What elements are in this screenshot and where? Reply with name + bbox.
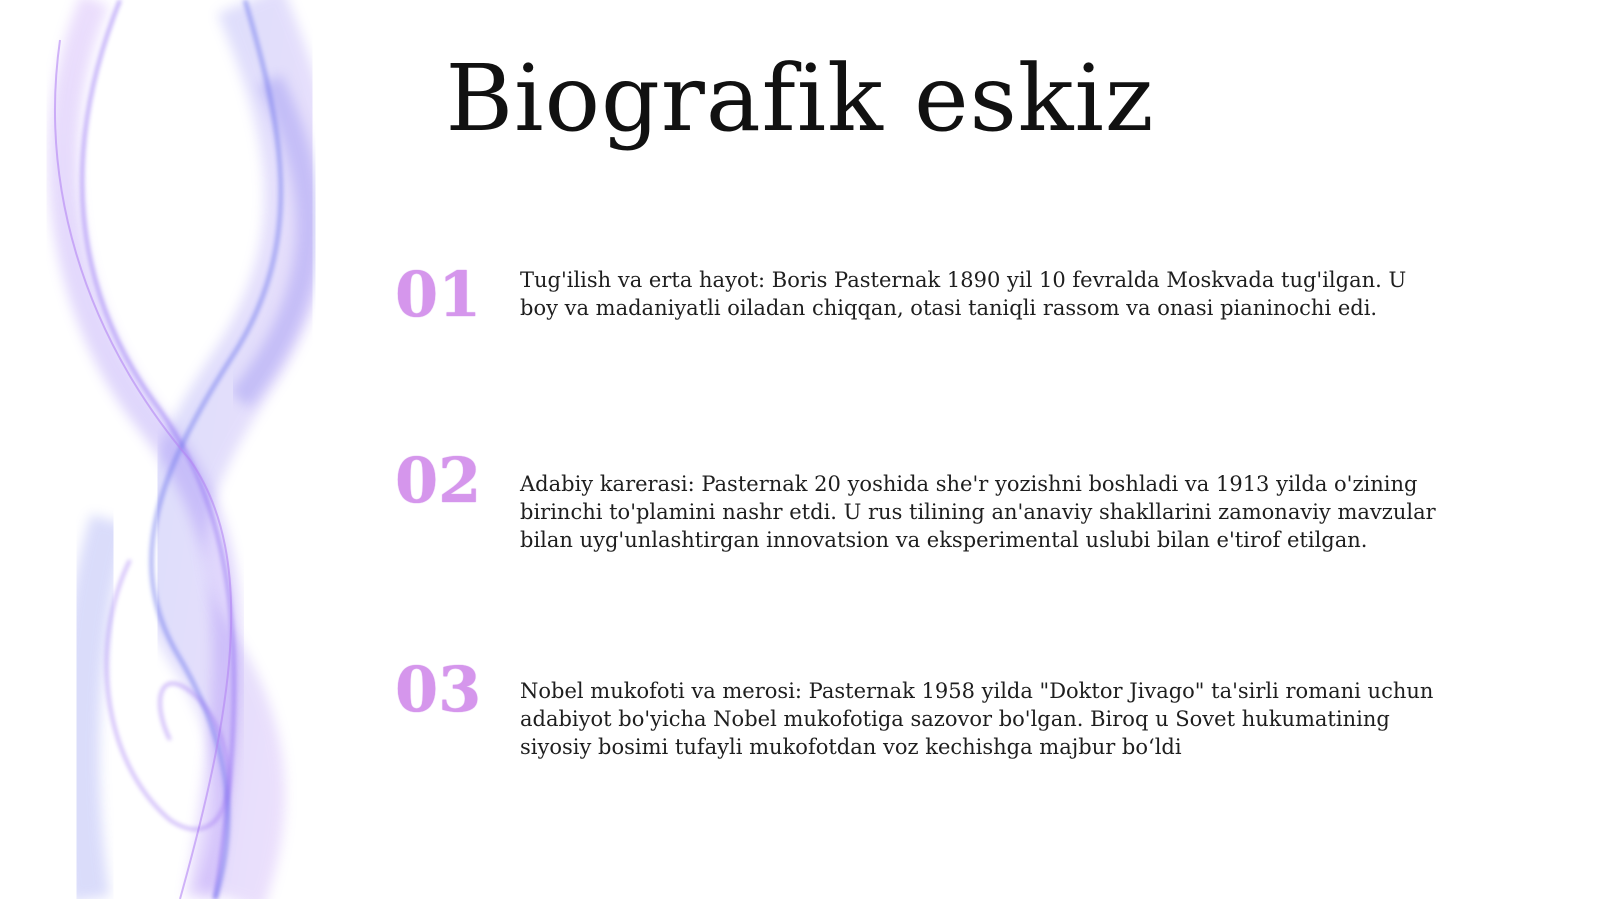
item-text: Adabiy karerasi: Pasternak 20 yoshida she'r yozishni boshladi va 1913 yilda o'zining birinchi to'plamini nashr etdi. U rus tilining an'anaviy shakllarini zamonaviy mavzular bilan uyg'unlashtirgan innovatsion va eksperimental uslubi bilan e'tirof etilgan. [520, 472, 1436, 552]
item-number: 02 [395, 444, 482, 517]
item-text: Nobel mukofoti va merosi: Pasternak 1958 yilda "Doktor Jivago" ta'sirli romani uchun adabiyot bo'yicha Nobel mukofotiga sazovor bo'lgan. Biroq u Sovet hukumatining siyosiy bosimi tufayli mukofotdan voz kechishga majbur bo‘ldi [520, 679, 1434, 759]
item-text: Tug'ilish va erta hayot: Boris Pasternak 1890 yil 10 fevralda Moskvada tug'ilgan. U boy va madaniyatli oiladan chiqqan, otasi taniqli rassom va onasi pianinochi edi. [520, 268, 1407, 320]
item-number: 03 [395, 653, 482, 726]
item-number: 01 [395, 258, 482, 331]
slide-title: Biografik eskiz [445, 45, 1155, 152]
